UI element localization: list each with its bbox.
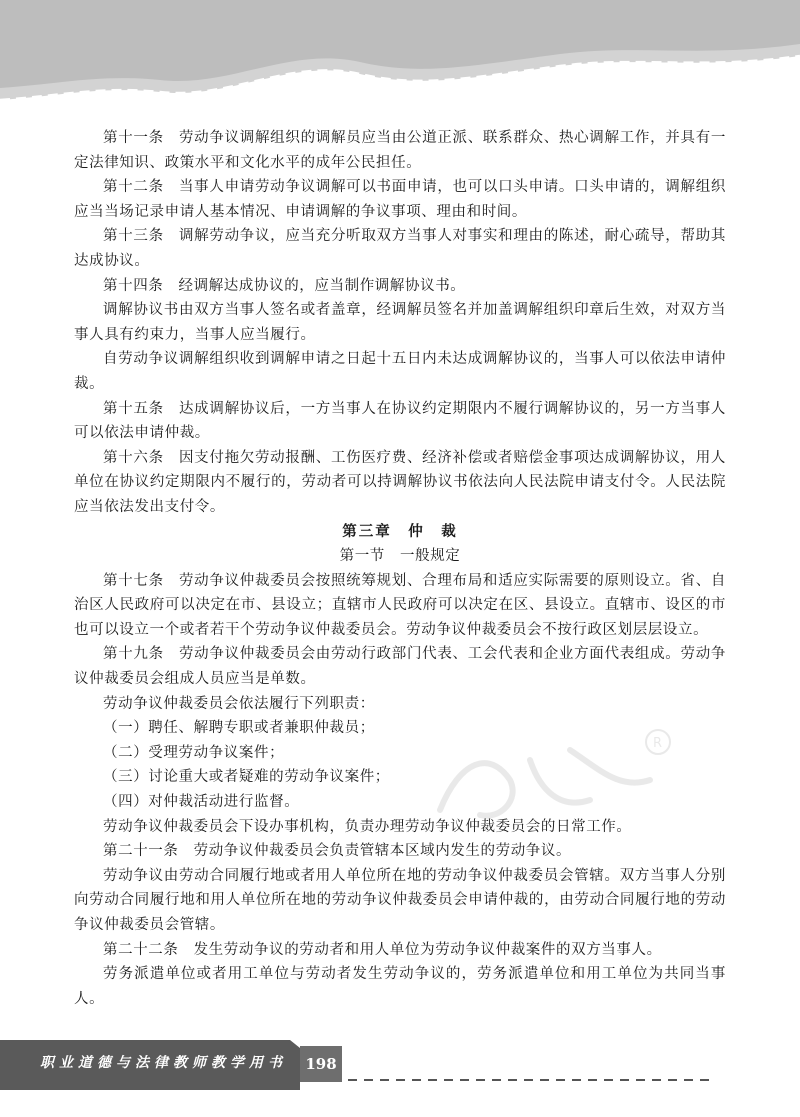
- paragraph-article-19: 第十九条 劳动争议仲裁委员会由劳动行政部门代表、工会代表和企业方面代表组成。劳动争议仲裁委员会组成人员应当是单数。: [74, 646, 726, 688]
- paragraph-duties-intro: 劳动争议仲裁委员会依法履行下列职责：: [103, 695, 375, 712]
- footer-book-title: 职业道德与法律教师教学用书: [40, 1055, 287, 1071]
- header-wave-band: [0, 0, 800, 120]
- list-item-duty-3: （三）讨论重大或者疑难的劳动争议案件；: [103, 769, 390, 786]
- paragraph-article-22: 第二十二条 发生劳动争议的劳动者和用人单位为劳动争议仲裁案件的双方当事人。: [103, 941, 662, 958]
- paragraph-office: 劳动争议仲裁委员会下设办事机构，负责办理劳动争议仲裁委员会的日常工作。: [103, 818, 632, 835]
- paragraph-article-16: 第十六条 因支付拖欠劳动报酬、工伤医疗费、经济补偿或者赔偿金事项达成调解协议，用人单位在协议约定期限内不履行的，劳动者可以持调解协议书依法向人民法院申请支付令。人民法院应当依法发出支付令。: [74, 449, 726, 515]
- paragraph-article-11: 第十一条 劳动争议调解组织的调解员应当由公道正派、联系群众、热心调解工作，并具有一定法律知识、政策水平和文化水平的成年公民担任。: [74, 130, 726, 171]
- paragraph-article-12: 第十二条 当事人申请劳动争议调解可以书面申请，也可以口头申请。口头申请的，调解组织应当当场记录申请人基本情况、申请调解的争议事项、理由和时间。: [74, 179, 726, 220]
- list-item-duty-1: （一）聘任、解聘专职或者兼职仲裁员；: [103, 720, 375, 737]
- section-title: 第一节 一般规定: [339, 548, 461, 565]
- paragraph-article-21: 第二十一条 劳动争议仲裁委员会负责管辖本区域内发生的劳动争议。: [103, 843, 572, 860]
- chapter-title: 第三章 仲 裁: [342, 522, 458, 540]
- paragraph-article-15: 第十五条 达成调解协议后，一方当事人在协议约定期限内不履行调解协议的，另一方当事人可以依法申请仲裁。: [74, 400, 726, 442]
- list-item-duty-2: （二）受理劳动争议案件；: [103, 744, 285, 761]
- paragraph-article-14: 第十四条 经调解达成协议的，应当制作调解协议书。: [103, 277, 466, 294]
- paragraph-article-13: 第十三条 调解劳动争议，应当充分听取双方当事人对事实和理由的陈述，耐心疏导，帮助其达成协议。: [74, 228, 726, 269]
- list-item-duty-4: （四）对仲裁活动进行监督。: [103, 794, 300, 811]
- paragraph-article-17: 第十七条 劳动争议仲裁委员会按照统筹规划、合理布局和适应实际需要的原则设立。省、自治区人民政府可以决定在市、县设立；直辖市人民政府可以决定在区、县设立。直辖市、设区的市也可以设立一个或者若干个劳动争议仲裁委员会。劳动争议仲裁委员会不按行政区划层层设立。: [74, 572, 726, 638]
- paragraph-jurisdiction: 劳动争议由劳动合同履行地或者用人单位所在地的劳动争议仲裁委员会管辖。双方当事人分别向劳动合同履行地和用人单位所在地的劳动争议仲裁委员会申请仲裁的，由劳动合同履行地的劳动争议仲裁委员会管辖。: [74, 867, 726, 933]
- document-body: [74, 126, 726, 1011]
- page-number: 198: [305, 1055, 337, 1073]
- svg-text:R: R: [653, 736, 663, 751]
- paragraph-fifteen-days: 自劳动争议调解组织收到调解申请之日起十五日内未达成调解协议的，当事人可以依法申请仲裁。: [74, 351, 726, 392]
- paragraph-dispatch: 劳务派遣单位或者用工单位与劳动者发生劳动争议的，劳务派遣单位和用工单位为共同当事人。: [74, 966, 726, 1007]
- paragraph-agreement-effect: 调解协议书由双方当事人签名或者盖章，经调解员签名并加盖调解组织印章后生效，对双方当事人具有约束力，当事人应当履行。: [74, 302, 726, 343]
